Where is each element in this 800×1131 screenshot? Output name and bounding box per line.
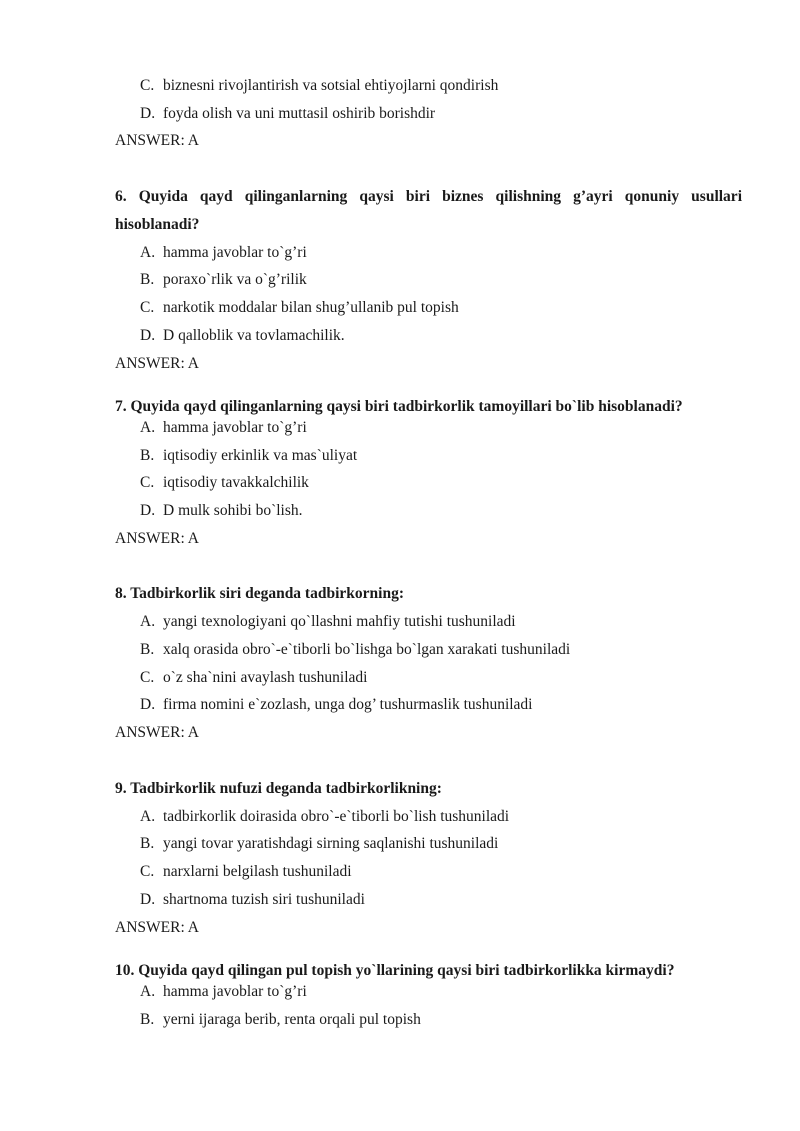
option-text: hamma javoblar to`g’ri: [163, 983, 307, 1000]
question-6-title: 6. Quyida qayd qilinganlarning qaysi biri biznes qilishning g’ayri qonuniy usullari: [115, 188, 742, 205]
option-text: narxlarni belgilash tushuniladi: [163, 863, 352, 880]
question-10-title: 10. Quyida qayd qilingan pul topish yo`llarining qaysi biri tadbirkorlikka kirmaydi?: [115, 962, 675, 979]
question-10-option-b: [140, 1010, 421, 1030]
question-9-option-c: [140, 862, 352, 882]
option-text: xalq orasida obro`-e`tiborli bo`lishga bo`lgan xarakati tushuniladi: [163, 641, 571, 658]
answer-line: ANSWER: A: [115, 530, 199, 547]
option-letter: D.: [140, 327, 156, 344]
option-letter: A.: [140, 419, 156, 436]
question-9-option-a: [140, 807, 509, 827]
option-text: iqtisodiy tavakkalchilik: [163, 474, 309, 491]
option-c: [140, 76, 498, 96]
question-7-option-a: [140, 418, 307, 438]
option-text: narkotik moddalar bilan shug’ullanib pul topish: [163, 299, 459, 316]
option-letter: C.: [140, 669, 155, 686]
question-6-title-cont: hisoblanadi?: [115, 216, 200, 233]
question-8-option-b: [140, 640, 570, 660]
question-9-title: 9. Tadbirkorlik nufuzi deganda tadbirkorlikning:: [115, 780, 442, 797]
question-7-option-b: [140, 446, 357, 466]
option-letter: C.: [140, 474, 155, 491]
option-text: tadbirkorlik doirasida obro`-e`tiborli bo`lish tushuniladi: [163, 808, 510, 825]
question-8-option-a: [140, 612, 516, 632]
option-text: biznesni rivojlantirish va sotsial ehtiyojlarni qondirish: [163, 77, 499, 94]
option-letter: B.: [140, 271, 155, 288]
option-text: poraxo`rlik va o`g’rilik: [163, 271, 307, 288]
option-text: yerni ijaraga berib, renta orqali pul topish: [163, 1011, 421, 1028]
option-letter: A.: [140, 613, 156, 630]
answer-line: ANSWER: A: [115, 132, 199, 149]
question-7-title: 7. Quyida qayd qilinganlarning qaysi biri tadbirkorlik tamoyillari bo`lib hisoblanadi?: [115, 398, 683, 415]
option-letter: B.: [140, 641, 155, 658]
option-text: foyda olish va uni muttasil oshirib borishdir: [163, 105, 436, 122]
option-letter: C.: [140, 863, 155, 880]
question-8-option-d: [140, 695, 533, 715]
option-letter: C.: [140, 77, 155, 94]
option-letter: B.: [140, 447, 155, 464]
question-10-option-a: [140, 982, 307, 1002]
option-letter: D.: [140, 696, 156, 713]
option-letter: A.: [140, 983, 156, 1000]
option-letter: B.: [140, 1011, 155, 1028]
question-8-title: 8. Tadbirkorlik siri deganda tadbirkorning:: [115, 585, 404, 602]
option-letter: A.: [140, 808, 156, 825]
option-letter: A.: [140, 244, 156, 261]
option-letter: D.: [140, 105, 156, 122]
option-d: [140, 104, 435, 124]
option-text: yangi tovar yaratishdagi sirning saqlanishi tushuniladi: [163, 835, 499, 852]
option-letter: D.: [140, 502, 156, 519]
question-7-option-c: [140, 473, 309, 493]
question-6-option-b: [140, 270, 307, 290]
question-8-option-c: [140, 668, 367, 688]
option-text: hamma javoblar to`g’ri: [163, 419, 307, 436]
option-letter: B.: [140, 835, 155, 852]
option-text: hamma javoblar to`g’ri: [163, 244, 307, 261]
option-text: D qalloblik va tovlamachilik.: [163, 327, 345, 344]
option-text: D mulk sohibi bo`lish.: [163, 502, 303, 519]
question-6-option-a: [140, 243, 307, 263]
option-text: firma nomini e`zozlash, unga dog’ tushurmaslik tushuniladi: [163, 696, 533, 713]
question-6-option-c: [140, 298, 459, 318]
answer-line: ANSWER: A: [115, 355, 199, 372]
question-9-option-d: [140, 890, 365, 910]
question-6-option-d: [140, 326, 345, 346]
option-letter: D.: [140, 891, 156, 908]
answer-line: ANSWER: A: [115, 919, 199, 936]
question-7-option-d: [140, 501, 303, 521]
question-9-option-b: [140, 834, 498, 854]
option-text: o`z sha`nini avaylash tushuniladi: [163, 669, 368, 686]
option-text: shartnoma tuzish siri tushuniladi: [163, 891, 365, 908]
answer-line: ANSWER: A: [115, 724, 199, 741]
option-text: iqtisodiy erkinlik va mas`uliyat: [163, 447, 358, 464]
option-letter: C.: [140, 299, 155, 316]
option-text: yangi texnologiyani qo`llashni mahfiy tutishi tushuniladi: [163, 613, 516, 630]
